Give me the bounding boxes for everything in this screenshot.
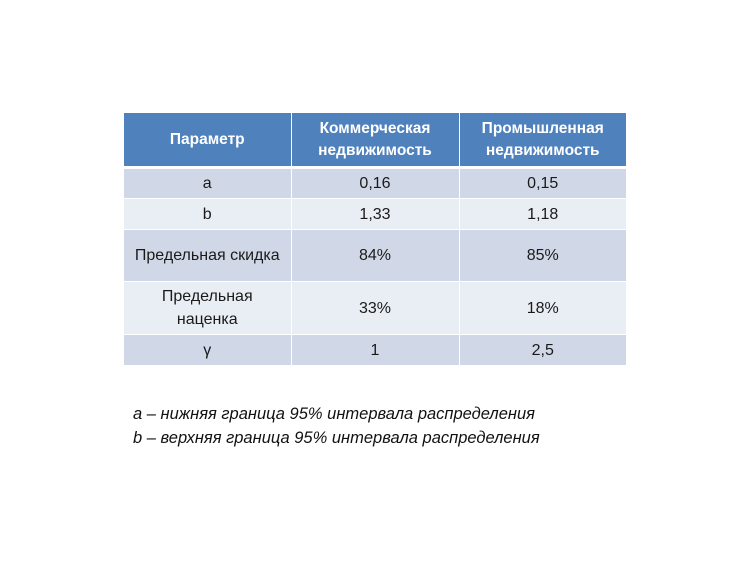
table-row bbox=[124, 199, 626, 230]
footnote-b: b – верхняя граница 95% интервала распределения bbox=[133, 429, 540, 447]
cell-commercial: 1,33 bbox=[291, 199, 459, 230]
cell-industrial: 18% bbox=[459, 282, 626, 335]
header-commercial: Коммерческая недвижимость bbox=[291, 113, 459, 168]
header-parameter: Параметр bbox=[124, 113, 291, 168]
cell-commercial: 33% bbox=[291, 282, 459, 335]
parameters-table bbox=[124, 113, 626, 366]
cell-industrial: 0,15 bbox=[459, 168, 626, 199]
cell-parameter: Предельная наценка bbox=[124, 282, 291, 335]
table-row bbox=[124, 230, 626, 282]
cell-industrial: 1,18 bbox=[459, 199, 626, 230]
cell-parameter: Предельная скидка bbox=[124, 230, 291, 282]
cell-commercial: 0,16 bbox=[291, 168, 459, 199]
table-row bbox=[124, 168, 626, 199]
footnote-a: a – нижняя граница 95% интервала распределения bbox=[133, 405, 535, 423]
header-industrial: Промышленная недвижимость bbox=[459, 113, 626, 168]
cell-parameter: γ bbox=[124, 335, 291, 366]
table-row bbox=[124, 282, 626, 335]
table-row bbox=[124, 335, 626, 366]
cell-parameter: b bbox=[124, 199, 291, 230]
table-header-row bbox=[124, 113, 626, 168]
footnotes bbox=[133, 402, 693, 450]
cell-commercial: 1 bbox=[291, 335, 459, 366]
cell-commercial: 84% bbox=[291, 230, 459, 282]
cell-industrial: 2,5 bbox=[459, 335, 626, 366]
cell-industrial: 85% bbox=[459, 230, 626, 282]
cell-parameter: a bbox=[124, 168, 291, 199]
